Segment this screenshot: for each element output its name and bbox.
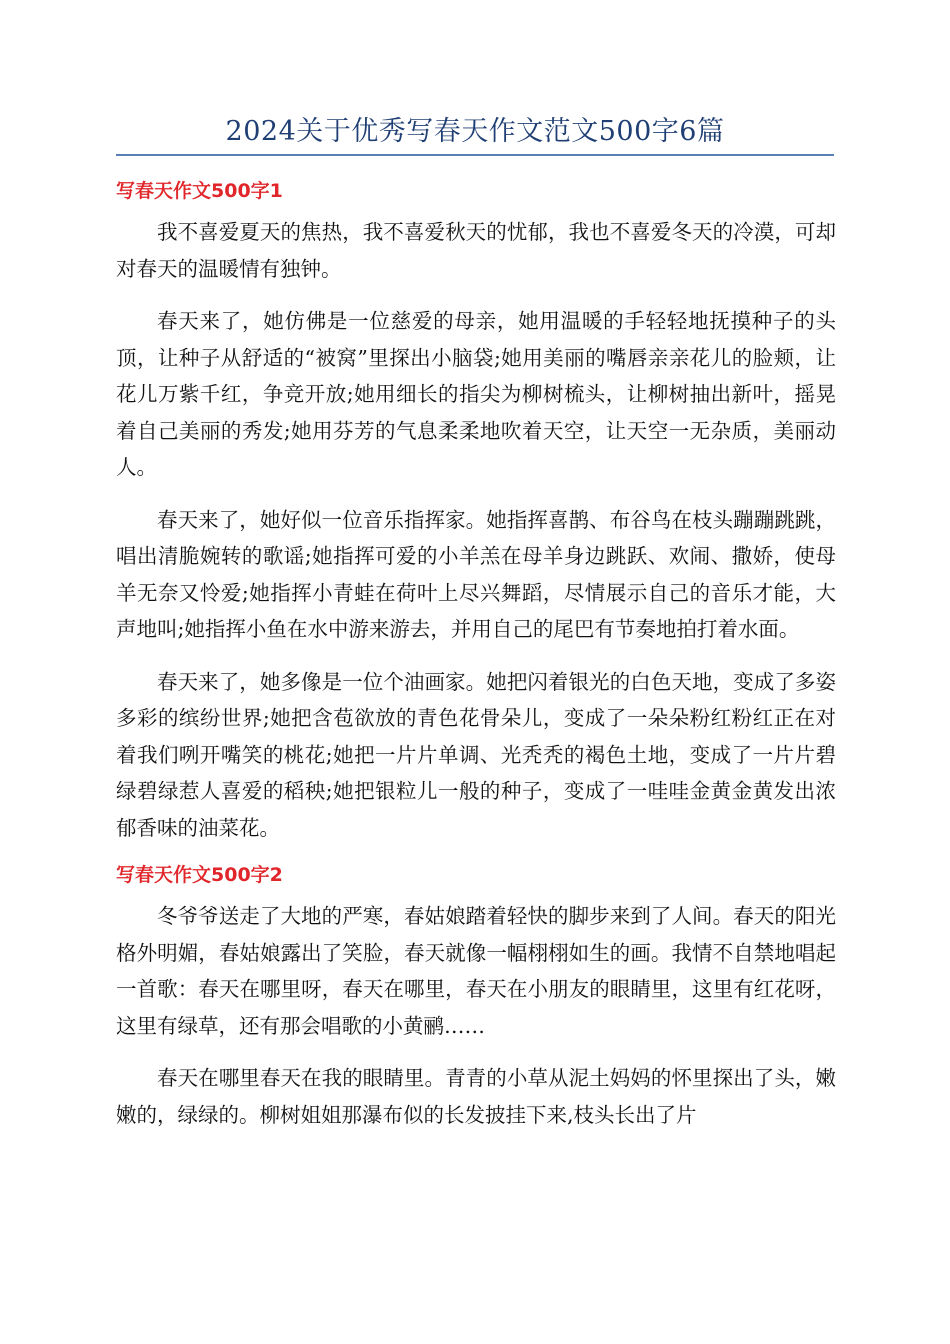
essay-section-2 bbox=[116, 860, 836, 1133]
paragraph: 春天来了，她多像是一位个油画家。她把闪着银光的白色天地，变成了多姿多彩的缤纷世界;她把含苞欲放的青色花骨朵儿，变成了一朵朵粉红粉红正在对着我们咧开嘴笑的桃花;她把一片片单调、光秃秃的褐色土地，变成了一片片碧绿碧绿惹人喜爱的稻秧;她把银粒儿一般的种子，变成了一哇哇金黄金黄发出浓郁香味的油菜花。 bbox=[116, 669, 836, 840]
essay-section-1 bbox=[116, 176, 836, 846]
paragraph: 我不喜爱夏天的焦热，我不喜爱秋天的忧郁，我也不喜爱冬天的冷漠，可却对春天的温暖情有独钟。 bbox=[116, 220, 836, 281]
section-heading: 写春天作文500字2 bbox=[116, 864, 283, 886]
paragraph: 春天来了，她仿佛是一位慈爱的母亲，她用温暖的手轻轻地抚摸种子的头顶，让种子从舒适的“被窝”里探出小脑袋;她用美丽的嘴唇亲亲花儿的脸颊，让花儿万紫千红，争竞开放;她用细长的指尖为柳树梳头，让柳树抽出新叶，摇晃着自己美丽的秀发;她用芬芳的气息柔柔地吹着天空，让天空一无杂质，美丽动人。 bbox=[116, 309, 836, 479]
paragraph: 冬爷爷送走了大地的严寒，春姑娘踏着轻快的脚步来到了人间。春天的阳光格外明媚，春姑娘露出了笑脸，春天就像一幅栩栩如生的画。我情不自禁地唱起一首歌：春天在哪里呀，春天在哪里，春天在小朋友的眼睛里，这里有红花呀，这里有绿草，还有那会唱歌的小黄鹂…… bbox=[116, 904, 836, 1038]
paragraph: 春天在哪里春天在我的眼睛里。青青的小草从泥土妈妈的怀里探出了头，嫩嫩的，绿绿的。柳树姐姐那瀑布似的长发披挂下来,枝头长出了片 bbox=[116, 1066, 836, 1127]
paragraph: 春天来了，她好似一位音乐指挥家。她指挥喜鹊、布谷鸟在枝头蹦蹦跳跳，唱出清脆婉转的歌谣;她指挥可爱的小羊羔在母羊身边跳跃、欢闹、撒娇，使母羊无奈又怜爱;她指挥小青蛙在荷叶上尽兴舞蹈，尽情展示自己的音乐才能，大声地叫;她指挥小鱼在水中游来游去，并用自己的尾巴有节奏地拍打着水面。 bbox=[116, 507, 836, 641]
document-body bbox=[116, 176, 836, 1149]
section-heading: 写春天作文500字1 bbox=[116, 180, 283, 202]
document-title: 2024关于优秀写春天作文范文500字6篇 bbox=[225, 116, 725, 147]
title-underline bbox=[116, 154, 834, 156]
